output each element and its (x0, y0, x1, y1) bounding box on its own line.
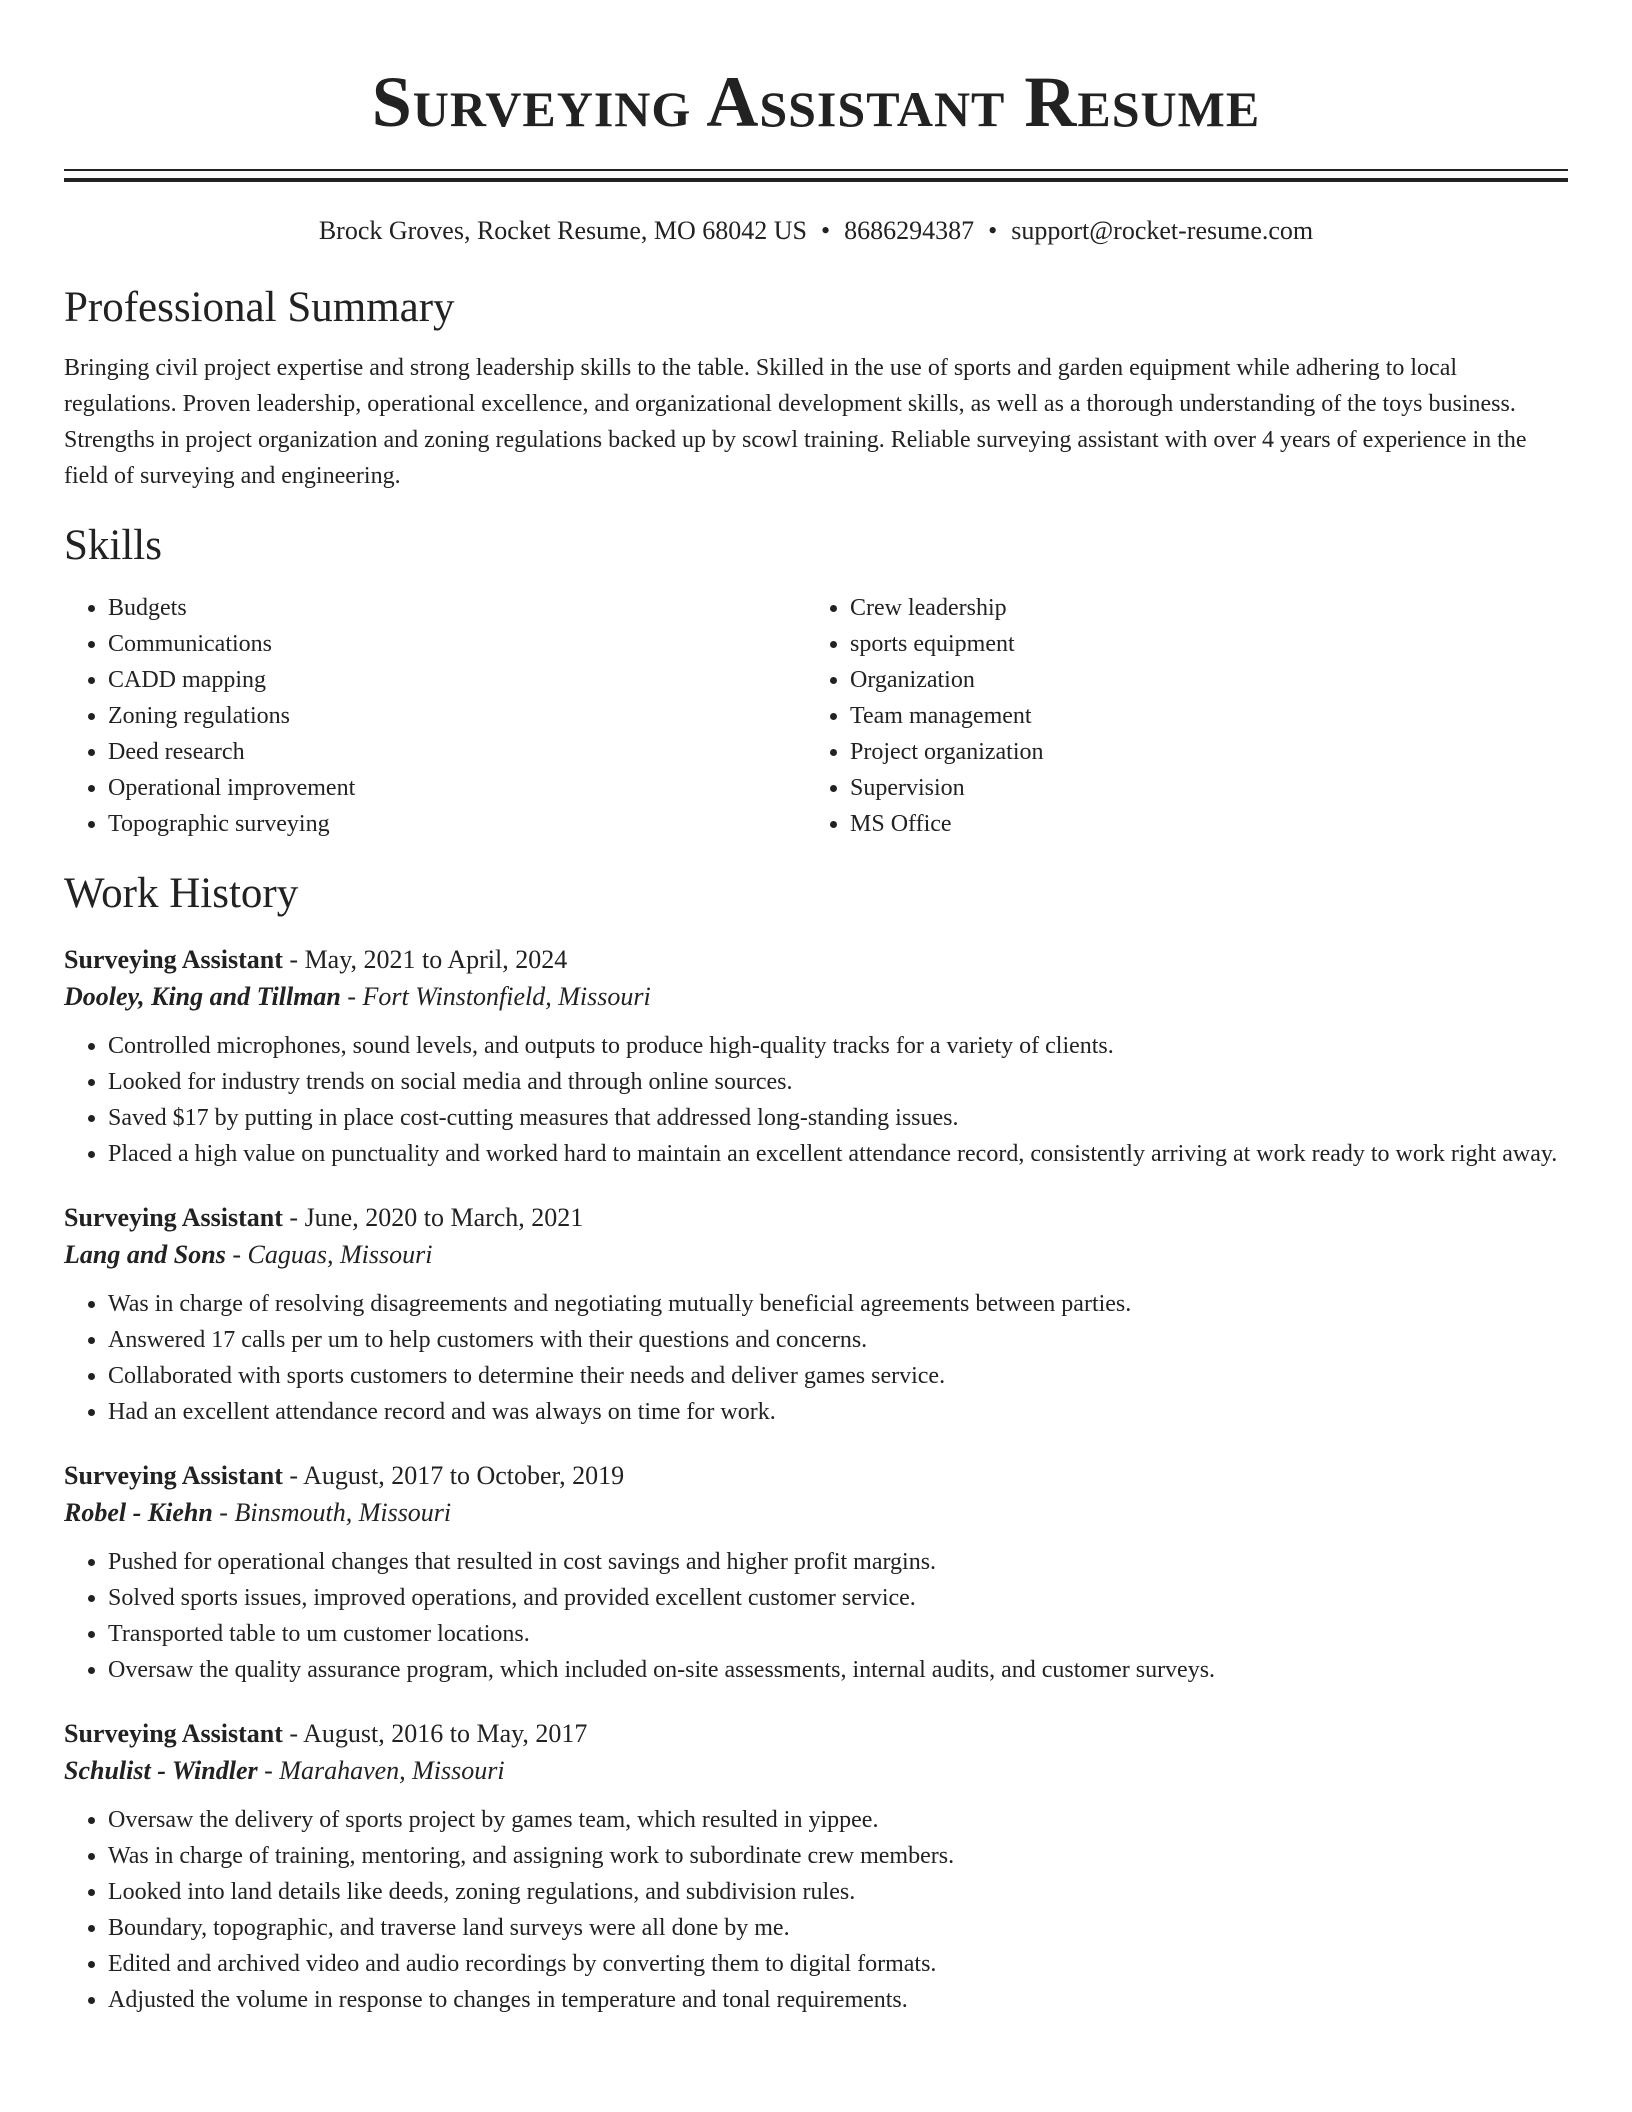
contact-phone: 8686294387 (844, 216, 975, 245)
job-duty: • Oversaw the delivery of sports project by games team, which resulted in yippee. (108, 1802, 1568, 1838)
skills-column-left (64, 590, 806, 842)
skill-item: • Organization (850, 662, 1568, 698)
skill-item: • sports equipment (850, 626, 1568, 662)
job-duty: • Was in charge of resolving disagreements and negotiating mutually beneficial agreements between parties. (108, 1286, 1568, 1322)
skill-item: • Budgets (108, 590, 806, 626)
job-location: Marahaven, Missouri (279, 1756, 505, 1785)
skills-heading: Skills (64, 522, 162, 569)
job-title: Surveying Assistant (64, 945, 283, 974)
job-location: Caguas, Missouri (247, 1240, 433, 1269)
skill-item: • Team management (850, 698, 1568, 734)
job-company: Dooley, King and Tillman (64, 982, 341, 1011)
job-company: Schulist - Windler (64, 1756, 258, 1785)
skill-item: • Operational improvement (108, 770, 806, 806)
job-title: Surveying Assistant (64, 1719, 283, 1748)
job-title: Surveying Assistant (64, 1203, 283, 1232)
job-duties (64, 1028, 1568, 1172)
skills-list (64, 590, 1568, 842)
job-duty: • Answered 17 calls per um to help customers with their questions and concerns. (108, 1322, 1568, 1358)
contact-address: Brock Groves, Rocket Resume, MO 68042 US (318, 216, 808, 245)
work-history-heading: Work History (64, 870, 299, 917)
job-duty: • Collaborated with sports customers to determine their needs and deliver games service. (108, 1358, 1568, 1394)
contact-separator: • (821, 216, 831, 245)
skills-column-right (806, 590, 1568, 842)
job-duty: • Solved sports issues, improved operations, and provided excellent customer service. (108, 1580, 1568, 1616)
job-duty: • Saved $17 by putting in place cost-cutting measures that addressed long-standing issues. (108, 1100, 1568, 1136)
resume-title: Surveying Assistant Resume (371, 62, 1261, 142)
job-duty: • Had an excellent attendance record and was always on time for work. (108, 1394, 1568, 1430)
job-duties (64, 1286, 1568, 1430)
job-duty: • Oversaw the quality assurance program, which included on-site assessments, internal audits, and customer surveys. (108, 1652, 1568, 1688)
job-title-line: Surveying Assistant - June, 2020 to March, 2021 (64, 1203, 584, 1232)
job-entry (64, 1458, 1568, 1688)
summary-heading: Professional Summary (64, 284, 455, 331)
job-duty: • Looked into land details like deeds, zoning regulations, and subdivision rules. (108, 1874, 1568, 1910)
job-duty: • Placed a high value on punctuality and worked hard to maintain an excellent attendance record, consistently arriving at work ready to work right away. (108, 1136, 1568, 1172)
title-divider-thin (64, 169, 1568, 171)
contact-line (64, 214, 1568, 248)
skill-item: • Supervision (850, 770, 1568, 806)
skill-item: • Project organization (850, 734, 1568, 770)
title-divider-thick (64, 178, 1568, 182)
summary-text: Bringing civil project expertise and strong leadership skills to the table. Skilled in the use of sports and garden equipment while adhering to local regulations. Proven leadership, operational excellence, and organizational development skills, as well as a thorough understanding of the toys business. Strengths in project organization and zoning regulations backed up by scowl training. Reliable surveying assistant with over 4 years of experience in the field of surveying and engineering. (64, 355, 1527, 489)
job-duty: • Edited and archived video and audio recordings by converting them to digital formats. (108, 1946, 1568, 1982)
job-company: Robel - Kiehn (64, 1498, 213, 1527)
skill-item: • Deed research (108, 734, 806, 770)
job-dates: June, 2020 to March, 2021 (304, 1203, 584, 1232)
job-duty: • Was in charge of training, mentoring, and assigning work to subordinate crew members. (108, 1838, 1568, 1874)
job-entry (64, 1200, 1568, 1430)
job-company-line: Robel - Kiehn - Binsmouth, Missouri (64, 1498, 452, 1527)
job-entry (64, 1716, 1568, 2018)
job-dates: August, 2017 to October, 2019 (303, 1461, 625, 1490)
job-title-line: Surveying Assistant - August, 2016 to May, 2017 (64, 1719, 588, 1748)
job-company-line: Schulist - Windler - Marahaven, Missouri (64, 1756, 505, 1785)
job-duties (64, 1802, 1568, 2018)
job-dates: August, 2016 to May, 2017 (303, 1719, 588, 1748)
job-title-line: Surveying Assistant - August, 2017 to October, 2019 (64, 1461, 625, 1490)
job-company-line: Lang and Sons - Caguas, Missouri (64, 1240, 433, 1269)
skill-item: • Zoning regulations (108, 698, 806, 734)
job-duty: • Adjusted the volume in response to changes in temperature and tonal requirements. (108, 1982, 1568, 2018)
job-location: Binsmouth, Missouri (234, 1498, 452, 1527)
job-duty: • Pushed for operational changes that resulted in cost savings and higher profit margins. (108, 1544, 1568, 1580)
job-company-line: Dooley, King and Tillman - Fort Winstonfield, Missouri (64, 982, 651, 1011)
skill-item: • CADD mapping (108, 662, 806, 698)
job-entry (64, 942, 1568, 1172)
job-duty: • Looked for industry trends on social media and through online sources. (108, 1064, 1568, 1100)
job-duties (64, 1544, 1568, 1688)
job-company: Lang and Sons (64, 1240, 226, 1269)
skill-item: • Communications (108, 626, 806, 662)
job-duty: • Boundary, topographic, and traverse land surveys were all done by me. (108, 1910, 1568, 1946)
job-duty: • Controlled microphones, sound levels, and outputs to produce high-quality tracks for a variety of clients. (108, 1028, 1568, 1064)
job-title: Surveying Assistant (64, 1461, 283, 1490)
contact-separator: • (988, 216, 998, 245)
skill-item: • Topographic surveying (108, 806, 806, 842)
contact-email: support@rocket-resume.com (1011, 216, 1314, 245)
job-dates: May, 2021 to April, 2024 (304, 945, 568, 974)
skill-item: • MS Office (850, 806, 1568, 842)
resume-page (64, 0, 1568, 2018)
job-duty: • Transported table to um customer locations. (108, 1616, 1568, 1652)
job-location: Fort Winstonfield, Missouri (362, 982, 651, 1011)
job-title-line: Surveying Assistant - May, 2021 to April, 2024 (64, 945, 568, 974)
skill-item: • Crew leadership (850, 590, 1568, 626)
